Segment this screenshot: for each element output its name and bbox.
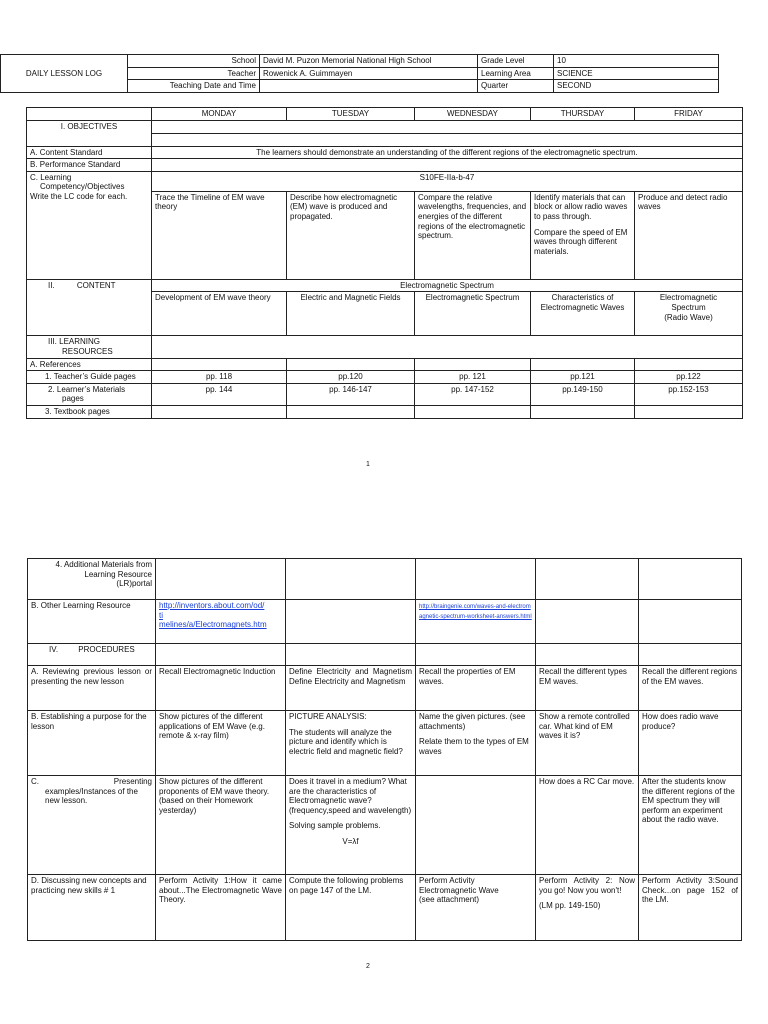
content-friday: Electromagnetic Spectrum (Radio Wave) [635,292,743,336]
procedure-a-tuesday: Define Electricity and Magnetism Define Electricity and Magnetism [286,666,416,711]
procedure-c-friday: After the students know the different regions of the EM spectrum they will perform an experiment about the radio wave. [639,776,742,875]
competency-monday: Trace the Timeline of EM wave theory [152,191,287,279]
content-monday: Development of EM wave theory [152,292,287,336]
procedure-d-tuesday: Compute the following problems on page 147 of the LM. [286,875,416,941]
competency-wednesday: Compare the relative wavelengths, frequencies, and energies of the different regions of the electromagnetic spectrum. [415,191,531,279]
procedure-c-monday: Show pictures of the different proponents of EM wave theory. (based on their Homework yesterday) [156,776,286,875]
procedure-a-friday: Recall the different regions of the EM waves. [639,666,742,711]
content-tuesday: Electric and Magnetic Fields [287,292,415,336]
link-wednesday[interactable] [416,600,536,644]
formula: V=λf [342,836,359,846]
quarter-label: Quarter [478,80,554,93]
procedure-d-friday: Perform Activity 3:Sound Check...on page 152 of the LM. [639,875,742,941]
date-label: Teaching Date and Time [128,80,260,93]
lm-thursday: pp.149-150 [531,383,635,405]
page-number-2: 2 [366,963,370,970]
lm-label: 2. Learner’s Materials pages [27,383,152,405]
lc-code: S10FE-IIa-b-47 [152,171,743,191]
procedure-b-thursday: Show a remote controlled car. What kind of EM waves it is? [536,711,639,776]
objectives-heading: I. OBJECTIVES [27,120,152,146]
date-value [260,80,478,93]
area-value: SCIENCE [554,67,719,80]
procedures-heading: IV. PROCEDURES [28,644,156,666]
quarter-value: SECOND [554,80,719,93]
tg-wednesday: pp. 121 [415,371,531,384]
lm-wednesday: pp. 147-152 [415,383,531,405]
tg-tuesday: pp.120 [287,371,415,384]
procedure-c-label: C. Presenting examples/Instances of the new lesson. [28,776,156,875]
day-header-monday: MONDAY [152,108,287,121]
procedure-a-label: A. Reviewing previous lesson or presenting the new lesson [28,666,156,711]
content-wednesday: Electromagnetic Spectrum [415,292,531,336]
competency-thursday: Identify materials that can block or allow radio waves to pass through. Compare the speed of EM waves through different materials. [531,191,635,279]
link-monday-line3[interactable]: melines/a/Electromagnets.htm [159,620,267,630]
header-table [0,54,719,93]
procedure-b-monday: Show pictures of the different applications of EM Wave (e.g. remote & x-ray film) [156,711,286,776]
link-wednesday-url[interactable]: http://braingenie.com/waves-and-electromagnetic-spectrum-worksheet-answers.html [419,604,532,621]
procedure-c-thursday: How does a RC Car move. [536,776,639,875]
day-header-wednesday: WEDNESDAY [415,108,531,121]
content-standard-label: A. Content Standard [27,146,152,159]
textbook-label: 3. Textbook pages [27,405,152,418]
procedure-a-thursday: Recall the different types EM waves. [536,666,639,711]
competency-tuesday: Describe how electromagnetic (EM) wave is produced and propagated. [287,191,415,279]
procedure-a-monday: Recall Electromagnetic Induction [156,666,286,711]
teacher-value: Rowenick A. Guimmayen [260,67,478,80]
link-monday[interactable] [156,600,286,644]
references-label: A. References [27,358,152,371]
tg-monday: pp. 118 [152,371,287,384]
lm-friday: pp.152-153 [635,383,743,405]
area-label: Learning Area [478,67,554,80]
lesson-plan-table-page1 [26,107,743,419]
content-standard-text: The learners should demonstrate an understanding of the different regions of the electromagnetic spectrum. [152,146,743,159]
content-thursday: Characteristics of Electromagnetic Waves [531,292,635,336]
additional-materials-label: 4. Additional Materials from Learning Resource (LR)portal [28,559,156,600]
procedure-b-tuesday: PICTURE ANALYSIS: The students will analyze the picture and identify which is electric field and magnetic field? [286,711,416,776]
procedure-d-thursday: Perform Activity 2: Now you go! Now you won't! (LM pp. 149-150) [536,875,639,941]
day-header-thursday: THURSDAY [531,108,635,121]
day-header-friday: FRIDAY [635,108,743,121]
lesson-plan-table-page2 [27,558,742,941]
procedure-d-monday: Perform Activity 1:How it came about...The Electromagnetic Wave Theory. [156,875,286,941]
tg-friday: pp.122 [635,371,743,384]
link-monday-line2[interactable]: ti [159,610,163,620]
competency-friday: Produce and detect radio waves [635,191,743,279]
link-monday-line1[interactable]: http://inventors.about.com/od/ [159,601,265,610]
competency-label: C. Learning Competency/Objectives Write the LC code for each. [27,171,152,279]
content-heading: II. CONTENT [27,279,152,336]
resources-heading: III. LEARNING RESOURCES [27,336,152,358]
other-resource-label: B. Other Learning Resource [28,600,156,644]
lm-tuesday: pp. 146-147 [287,383,415,405]
procedure-b-friday: How does radio wave produce? [639,711,742,776]
procedure-b-wednesday: Name the given pictures. (see attachments) Relate them to the types of EM waves [416,711,536,776]
procedure-c-tuesday: Does it travel in a medium? What are the characteristics of Electromagnetic wave? (frequency,speed and wavelength) Solving sample problems. V=λf [286,776,416,875]
lm-monday: pp. 144 [152,383,287,405]
teacher-label: Teacher [128,67,260,80]
school-label: School [128,55,260,68]
content-topic: Electromagnetic Spectrum [152,279,743,292]
procedure-d-wednesday: Perform Activity Electromagnetic Wave (see attachment) [416,875,536,941]
school-value: David M. Puzon Memorial National High School [260,55,478,68]
grade-label: Grade Level [478,55,554,68]
tg-thursday: pp.121 [531,371,635,384]
day-header-tuesday: TUESDAY [287,108,415,121]
page-number-1: 1 [366,461,370,468]
performance-standard-label: B. Performance Standard [27,159,152,172]
corner-cell [27,108,152,121]
procedure-b-label: B. Establishing a purpose for the lesson [28,711,156,776]
daily-lesson-log-title: DAILY LESSON LOG [1,55,128,93]
grade-value: 10 [554,55,719,68]
tg-label: 1. Teacher’s Guide pages [27,371,152,384]
procedure-d-label: D. Discussing new concepts and practicing new skills # 1 [28,875,156,941]
procedure-a-wednesday: Recall the properties of EM waves. [416,666,536,711]
